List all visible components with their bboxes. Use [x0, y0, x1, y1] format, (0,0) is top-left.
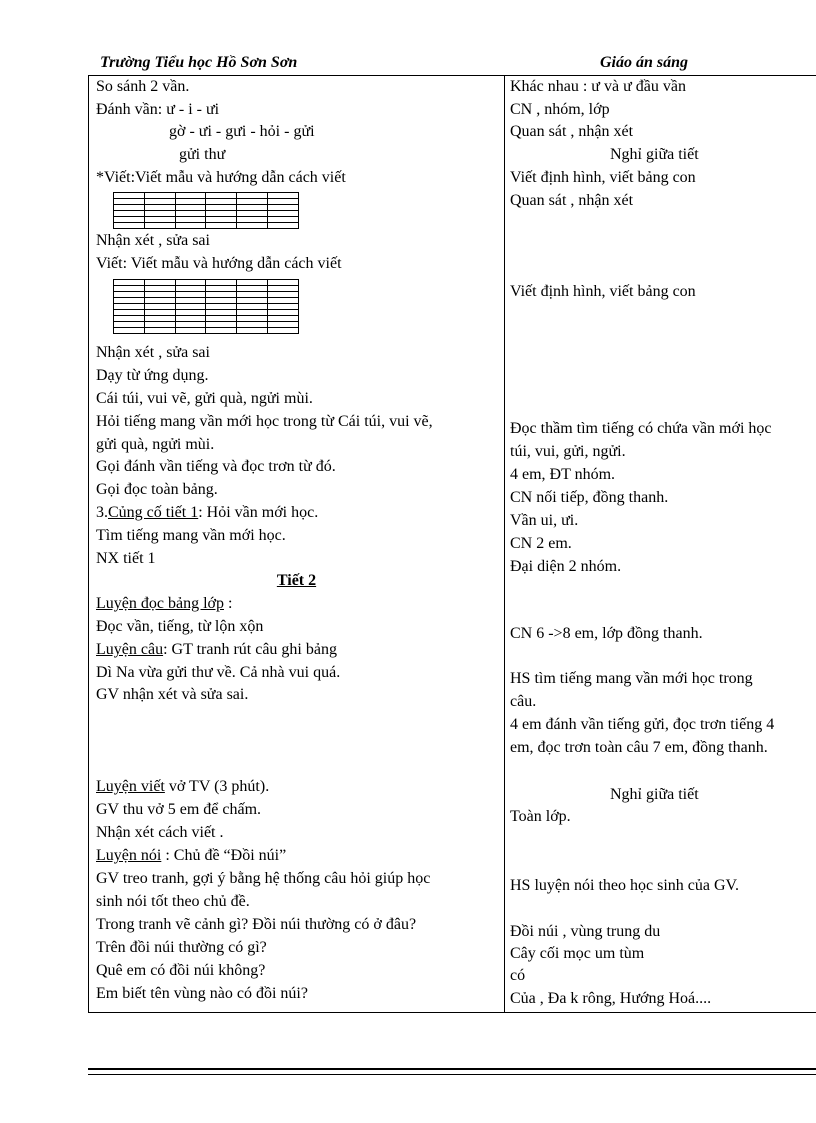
right-line: 4 em đánh vần tiếng gửi, đọc trơn tiếng 4: [510, 716, 775, 733]
section-text: :: [223, 595, 233, 612]
right-line: 4 em, ĐT nhóm.: [510, 466, 616, 483]
left-line: Trên đồi núi thường có gì?: [96, 939, 267, 956]
right-line: túi, vui, gửi, ngửi.: [510, 443, 626, 460]
left-line: Nhận xét , sửa sai: [96, 232, 210, 249]
right-line: Vần ui, ưi.: [510, 512, 579, 529]
right-line: CN nối tiếp, đồng thanh.: [510, 489, 669, 506]
right-line: Nghỉ giữa tiết: [610, 146, 699, 163]
left-line: Trong tranh vẽ cảnh gì? Đồi núi thường có ở đâu?: [96, 916, 417, 933]
left-line: Em biết tên vùng nào có đồi núi?: [96, 985, 308, 1002]
section-number: 3.: [96, 504, 108, 521]
header-school-name: Trường Tiểu học Hồ Sơn Sơn: [100, 54, 298, 71]
teacher-activities-column: [88, 76, 505, 1013]
handwriting-grid-2: [113, 279, 299, 334]
footer-rule-thin: [88, 1074, 816, 1075]
left-line: Dạy từ ứng dụng.: [96, 367, 209, 384]
left-line: [96, 845, 286, 867]
right-line: có: [510, 967, 526, 984]
left-line: GV nhận xét và sửa sai.: [96, 686, 249, 703]
right-line: Viết định hình, viết bảng con: [510, 169, 696, 186]
section-heading: Củng cố tiết 1: [108, 504, 199, 521]
left-line: [96, 502, 318, 524]
right-line: Toàn lớp.: [510, 808, 571, 825]
student-activities-column: [504, 76, 816, 1013]
right-line: CN 6 ->8 em, lớp đồng thanh.: [510, 625, 703, 642]
left-line: Nhận xét , sửa sai: [96, 344, 210, 361]
left-line: gờ - ưi - gưi - hỏi - gửi: [169, 123, 315, 140]
left-line: Đánh vần: ư - i - ưi: [96, 101, 220, 118]
right-line: câu.: [510, 693, 537, 710]
section-text: vở TV (3 phút).: [164, 778, 270, 795]
right-line: em, đọc trơn toàn câu 7 em, đồng thanh.: [510, 739, 768, 756]
right-line: Nghỉ giữa tiết: [610, 786, 699, 803]
right-line: CN 2 em.: [510, 535, 572, 552]
left-line: Quê em có đồi núi không?: [96, 962, 266, 979]
left-line: GV treo tranh, gợi ý bằng hệ thống câu hỏi giúp học: [96, 870, 431, 887]
left-line: Đọc vần, tiếng, từ lộn xộn: [96, 618, 264, 635]
left-line: [96, 639, 337, 661]
handwriting-grid-1: [113, 192, 299, 229]
right-line: Quan sát , nhận xét: [510, 192, 634, 209]
right-line: Khác nhau : ư và ư đầu vần: [510, 78, 686, 95]
section-text: : Chủ đề “Đồi núi”: [161, 847, 287, 864]
section-heading: Luyện đọc bảng lớp: [96, 595, 224, 612]
right-line: HS tìm tiếng mang vần mới học trong: [510, 670, 753, 687]
section-heading: Luyện nói: [96, 847, 162, 864]
right-line: Đại diện 2 nhóm.: [510, 558, 622, 575]
left-line: Dì Na vừa gửi thư về. Cả nhà vui quá.: [96, 664, 341, 681]
left-line: [96, 776, 269, 798]
section-heading: Luyện câu: [96, 641, 164, 658]
left-line: Cái túi, vui vẽ, gửi quà, ngửi mùi.: [96, 390, 313, 407]
right-line: CN , nhóm, lớp: [510, 101, 610, 118]
left-line: GV thu vở 5 em để chấm.: [96, 801, 262, 818]
left-line: [96, 593, 232, 615]
period-title: Tiết 2: [276, 572, 317, 589]
left-line: Gọi đánh vần tiếng và đọc trơn từ đó.: [96, 458, 336, 475]
left-line: Gọi đọc toàn bảng.: [96, 481, 218, 498]
right-line: Viết định hình, viết bảng con: [510, 283, 696, 300]
left-line: *Viết:Viết mẫu và hướng dẫn cách viết: [96, 169, 346, 186]
section-text: : GT tranh rút câu ghi bảng: [163, 641, 337, 658]
header-lesson-plan: Giáo án sáng: [600, 54, 689, 71]
left-line: sinh nói tốt theo chủ đề.: [96, 893, 250, 910]
left-line: Viết: Viết mẫu và hướng dẫn cách viết: [96, 255, 342, 272]
left-line: NX tiết 1: [96, 550, 156, 567]
right-line: Quan sát , nhận xét: [510, 123, 634, 140]
section-text: : Hỏi vần mới học.: [198, 504, 319, 521]
left-line: Hỏi tiếng mang vần mới học trong từ Cái túi, vui vẽ,: [96, 413, 433, 430]
left-line: gửi thư: [179, 146, 226, 163]
right-line: Đồi núi , vùng trung du: [510, 923, 661, 940]
left-line: Nhận xét cách viết .: [96, 824, 224, 841]
footer-rule-thick: [88, 1068, 816, 1070]
left-line: gửi quà, ngửi mùi.: [96, 436, 215, 453]
left-line: So sánh 2 vần.: [96, 78, 190, 95]
right-line: Của , Đa k rông, Hướng Hoá....: [510, 990, 712, 1007]
section-heading: Luyện viết: [96, 778, 165, 795]
right-line: Đọc thầm tìm tiếng có chứa vần mới học: [510, 420, 772, 437]
right-line: Cây cối mọc um tùm: [510, 945, 645, 962]
right-line: HS luyện nói theo học sinh của GV.: [510, 877, 740, 894]
left-line: Tìm tiếng mang vần mới học.: [96, 527, 286, 544]
